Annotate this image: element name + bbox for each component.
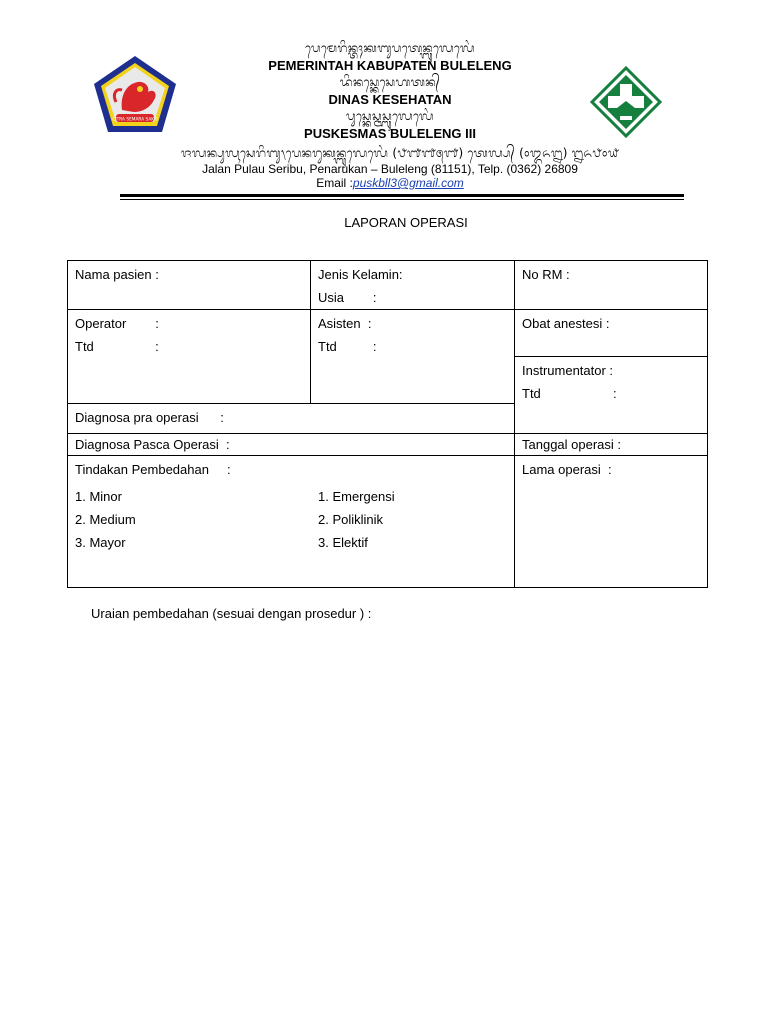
health-cross-icon <box>590 66 662 138</box>
diagnosa-pra-label: Diagnosa pra operasi : <box>75 410 224 425</box>
asisten-ttd-label: Ttd : <box>318 339 377 354</box>
email-label: Email : <box>316 176 353 190</box>
buleleng-emblem-icon <box>92 54 178 134</box>
tindakan-mayor: 3. Mayor <box>75 535 126 550</box>
address-line: Jalan Pulau Seribu, Penarukan – Buleleng (81151), Telp. (0362) 26809 <box>202 162 578 176</box>
obat-anestesi-label: Obat anestesi : <box>522 316 610 331</box>
instrumentator-label: Instrumentator : <box>522 363 614 378</box>
nama-pasien-label: Nama pasien : <box>75 267 159 282</box>
email-link[interactable]: puskbll3@gmail.com <box>352 176 464 190</box>
operator-cell[interactable] <box>68 310 311 404</box>
diagnosa-pasca-label: Diagnosa Pasca Operasi : <box>75 437 230 452</box>
operator-label: Operator : <box>75 316 159 331</box>
diagnosa-pasca-cell[interactable] <box>68 434 515 456</box>
no-rm-label: No RM : <box>522 267 570 282</box>
kategori-poliklinik: 2. Poliklinik <box>318 512 384 527</box>
government-title: PEMERINTAH KABUPATEN BULELENG <box>268 58 512 73</box>
nama-pasien-cell[interactable] <box>68 261 311 310</box>
instrumentator-cell[interactable] <box>515 357 708 434</box>
tindakan-size-list <box>75 485 318 554</box>
kategori-elektif: 3. Elektif <box>318 535 368 550</box>
tindakan-cell[interactable] <box>68 456 515 588</box>
no-rm-cell[interactable] <box>515 261 708 310</box>
jenis-kelamin-cell[interactable] <box>311 261 515 310</box>
email-line <box>120 176 660 190</box>
lama-operasi-cell[interactable] <box>515 456 708 588</box>
header-rule-thick <box>120 194 684 197</box>
lama-operasi-label: Lama operasi : <box>522 462 612 477</box>
diagnosa-pra-cell[interactable] <box>68 404 515 434</box>
asisten-label: Asisten : <box>318 316 372 331</box>
operator-ttd-label: Ttd : <box>75 339 159 354</box>
emblem-motto-text: CITRA SEMARA SAKTI <box>112 117 158 123</box>
jenis-kelamin-label: Jenis Kelamin: <box>318 267 403 282</box>
letterhead <box>0 40 768 200</box>
kategori-emergensi: 1. Emergensi <box>318 489 395 504</box>
tindakan-options <box>68 481 514 554</box>
balinese-script-address: ᬚᬮᬦ᭄ᬧᬸᬮᬹᬲᬾᬭᬶᬩᬸ᭞ᬧᬾᬦᬭᬸᬓᬦ᭄ᬩᬸᬮᬾᬮᬾᬂ (᭘᭑᭑᭕᭑) ᬢᬾᬮ᭄ᬧ᭄ (᭐᭓᭖᭒) ᭒᭖᭘᭐᭙ <box>181 146 619 160</box>
balinese-script-line-1: ᬧᬾᬫᬾᬭᬶᬦ᭄ᬢᬄᬓᬩᬸᬧᬢᬾᬦ᭄ᬩᬸᬮᬾᬮᬾᬂ <box>305 41 475 55</box>
tanggal-operasi-cell[interactable] <box>515 434 708 456</box>
instrumentator-ttd-label: Ttd : <box>522 386 617 401</box>
obat-anestesi-cell[interactable] <box>515 310 708 357</box>
balinese-script-line-2: ᬤᬶᬦᬲ᭄ᬓᬾᬲᬾᬳᬢᬦ᭄ <box>339 75 441 89</box>
tindakan-medium: 2. Medium <box>75 512 136 527</box>
letterhead-text <box>200 40 580 142</box>
tindakan-minor: 1. Minor <box>75 489 122 504</box>
document-title: LAPORAN OPERASI <box>344 215 468 230</box>
tindakan-category-list <box>318 485 395 554</box>
balinese-script-line-3: ᬧᬸᬲ᭄ᬓᬾᬲ᭄ᬫᬲ᭄ᬩᬸᬮᬾᬮᬾᬂ <box>346 109 434 123</box>
puskesmas-title: PUSKESMAS BULELENG III <box>304 126 476 141</box>
tanggal-operasi-label: Tanggal operasi : <box>522 437 622 452</box>
uraian-pembedahan-label: Uraian pembedahan (sesuai dengan prosedur ) : <box>91 606 372 621</box>
operation-report-form <box>67 260 708 588</box>
tindakan-label: Tindakan Pembedahan : <box>75 462 231 477</box>
usia-label: Usia : <box>318 290 377 305</box>
header-rule-thin <box>120 199 684 200</box>
asisten-cell[interactable] <box>311 310 515 404</box>
department-title: DINAS KESEHATAN <box>328 92 452 107</box>
